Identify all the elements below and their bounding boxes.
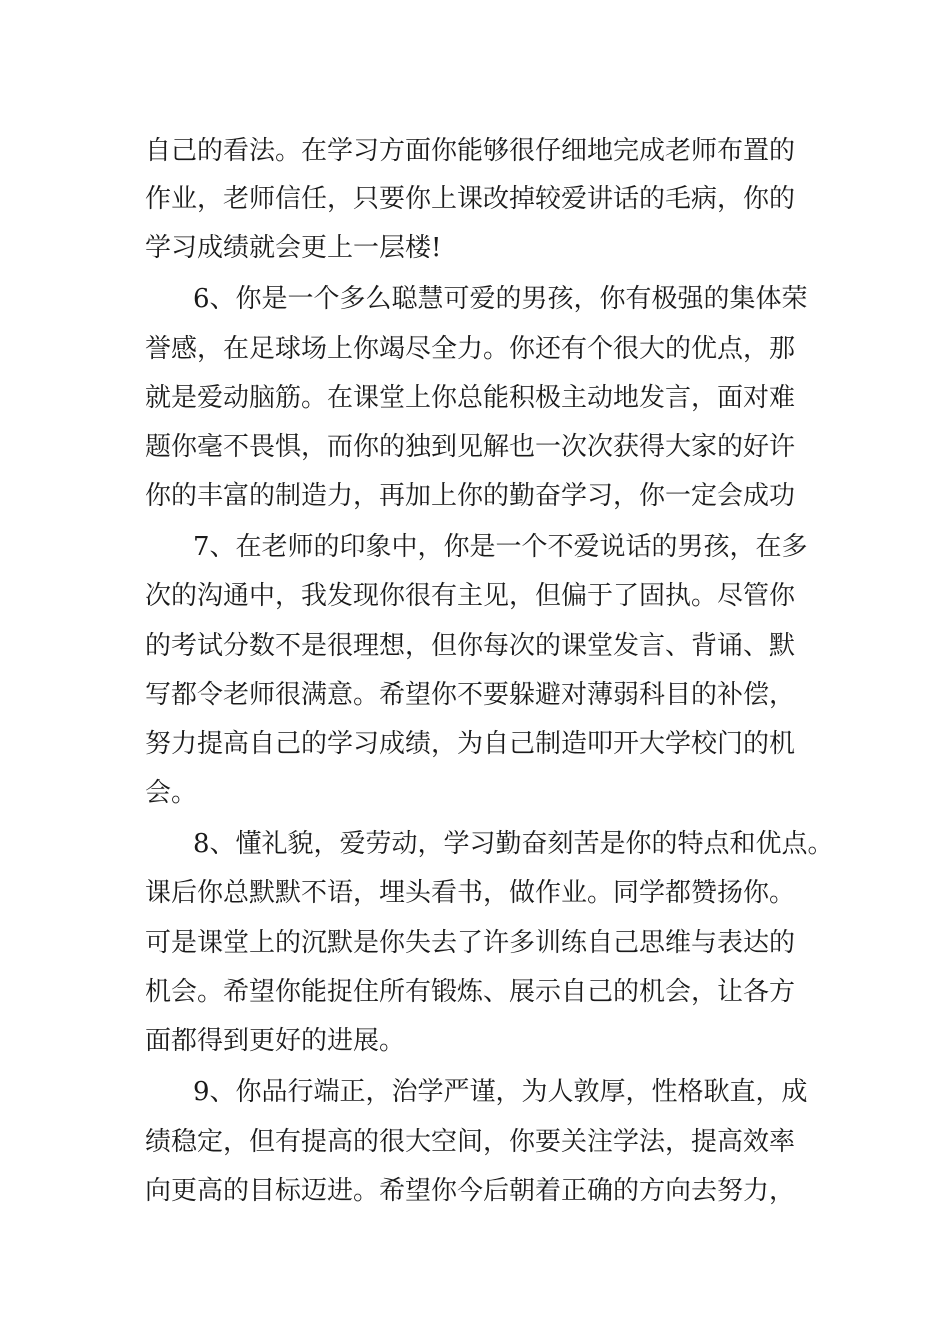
text-line: 机会。希望你能捉住所有锻炼、展示自己的机会，让各方: [145, 977, 796, 1007]
text-line: 次的沟通中，我发现你很有主见，但偏于了固执。尽管你: [145, 581, 796, 611]
text-line: 会。: [145, 778, 198, 808]
paragraph-6-first-line: 6、你是一个多么聪慧可爱的男孩，你有极强的集体荣: [193, 284, 808, 314]
text-line: 就是爱动脑筋。在课堂上你总能积极主动地发言，面对难: [145, 383, 796, 413]
text-line: 绩稳定，但有提高的很大空间，你要关注学法，提高效率: [145, 1127, 796, 1157]
text-line: 题你毫不畏惧，而你的独到见解也一次次获得大家的好许: [145, 432, 796, 462]
text-line: 可是课堂上的沉默是你失去了许多训练自己思维与表达的: [145, 928, 796, 958]
text-line: 努力提高自己的学习成绩，为自己制造叩开大学校门的机: [145, 729, 796, 759]
text-line: 课后你总默默不语，埋头看书，做作业。同学都赞扬你。: [145, 878, 796, 908]
text-line: 誉感，在足球场上你竭尽全力。你还有个很大的优点，那: [145, 334, 796, 364]
text-line: 作业，老师信任，只要你上课改掉较爱讲话的毛病，你的: [145, 184, 796, 214]
paragraph-7-first-line: 7、在老师的印象中，你是一个不爱说话的男孩，在多: [193, 532, 808, 562]
text-line: 的考试分数不是很理想，但你每次的课堂发言、背诵、默: [145, 631, 796, 661]
text-line: 写都令老师很满意。希望你不要躲避对薄弱科目的补偿，: [145, 680, 796, 710]
text-line: 向更高的目标迈进。希望你今后朝着正确的方向去努力，: [145, 1176, 796, 1206]
paragraph-9-first-line: 9、你品行端正，治学严谨，为人敦厚，性格耿直，成: [193, 1077, 808, 1107]
text-line: 你的丰富的制造力，再加上你的勤奋学习，你一定会成功: [145, 481, 796, 511]
text-line: 面都得到更好的进展。: [145, 1026, 406, 1056]
paragraph-8-first-line: 8、懂礼貌，爱劳动，学习勤奋刻苦是你的特点和优点。: [193, 829, 834, 859]
text-line: 自己的看法。在学习方面你能够很仔细地完成老师布置的: [145, 136, 796, 166]
text-line: 学习成绩就会更上一层楼!: [145, 233, 442, 263]
